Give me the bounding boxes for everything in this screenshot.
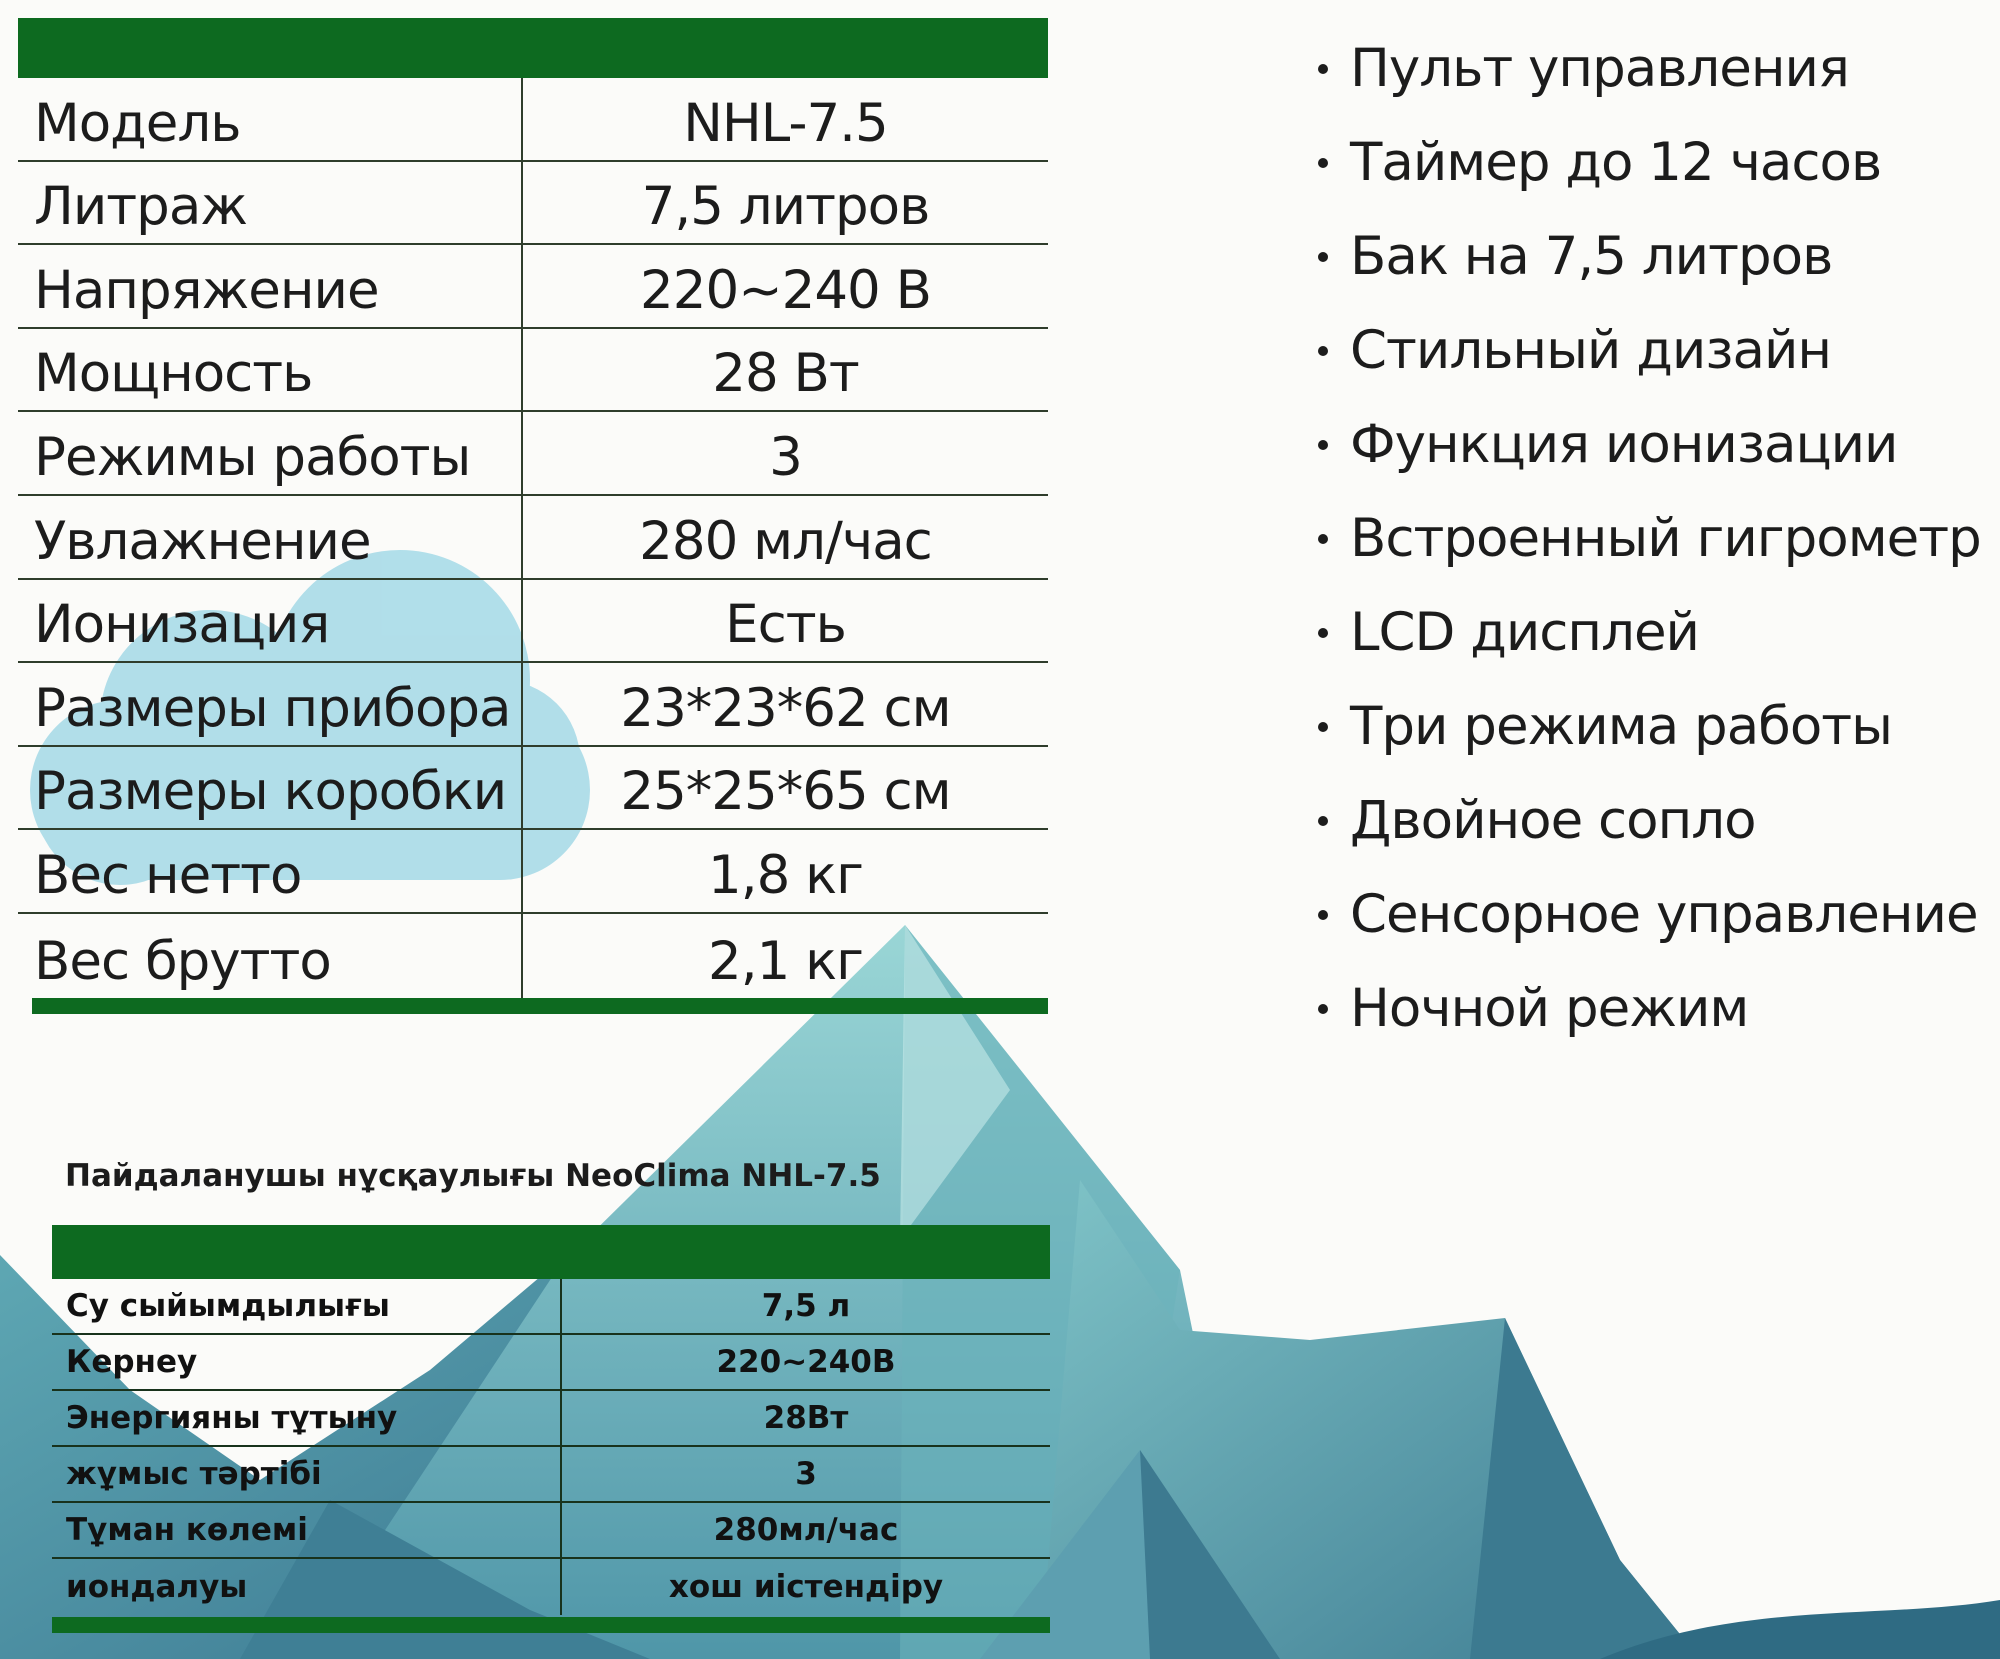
feature-text: Встроенный гигрометр [1350, 508, 1981, 569]
spec-value: 28Вт [763, 1400, 849, 1436]
table-header-bar [52, 1225, 1050, 1279]
spec-label: Режимы работы [18, 412, 523, 494]
table-row [18, 496, 1048, 580]
spec-label: Вес нетто [18, 830, 523, 912]
bullet-icon [1318, 252, 1328, 262]
table-footer-bar [52, 1617, 1050, 1633]
table-row [52, 1447, 1050, 1503]
spec-label: иондалуы [52, 1559, 562, 1615]
bullet-icon [1318, 64, 1328, 74]
spec-value: 220~240В [716, 1344, 896, 1380]
spec-label: Ионизация [18, 580, 523, 662]
spec-label: Литраж [18, 162, 523, 244]
table-body [52, 1279, 1050, 1615]
table-row [18, 329, 1048, 413]
table-row [52, 1279, 1050, 1335]
spec-value: NHL-7.5 [683, 92, 888, 154]
bullet-icon [1318, 1004, 1328, 1014]
list-item [1318, 116, 1981, 210]
spec-label: Увлажнение [18, 496, 523, 578]
spec-label: Тұман көлемі [52, 1503, 562, 1557]
spec-label: Размеры прибора [18, 663, 523, 745]
spec-table-kz [52, 1225, 1050, 1633]
spec-value: Есть [725, 594, 846, 656]
feature-text: Бак на 7,5 литров [1350, 226, 1833, 287]
list-item [1318, 680, 1981, 774]
spec-label: Су сыйымдылығы [52, 1279, 562, 1333]
bullet-icon [1318, 346, 1328, 356]
spec-value: 220~240 В [640, 259, 931, 321]
list-item [1318, 22, 1981, 116]
list-item [1318, 398, 1981, 492]
spec-label: Напряжение [18, 245, 523, 327]
list-item [1318, 962, 1981, 1056]
spec-value: 25*25*65 см [620, 761, 951, 823]
feature-text: Таймер до 12 часов [1350, 132, 1882, 193]
table-body [18, 78, 1048, 998]
table-row [18, 245, 1048, 329]
table-row [18, 830, 1048, 914]
table-row [18, 162, 1048, 246]
table-row [52, 1335, 1050, 1391]
bullet-icon [1318, 628, 1328, 638]
spec-value: 28 Вт [712, 343, 859, 405]
bullet-icon [1318, 910, 1328, 920]
spec-table-ru [18, 18, 1048, 1014]
list-item [1318, 868, 1981, 962]
table-row [18, 412, 1048, 496]
spec-value: 280мл/час [713, 1512, 899, 1548]
spec-value: 2,1 кг [708, 930, 863, 992]
feature-text: Функция ионизации [1350, 414, 1898, 475]
bullet-icon [1318, 440, 1328, 450]
spec-label: Вес брутто [18, 914, 523, 998]
feature-list [1318, 22, 1981, 1056]
spec-label: Размеры коробки [18, 747, 523, 829]
bullet-icon [1318, 534, 1328, 544]
spec-label: Мощность [18, 329, 523, 411]
bullet-icon [1318, 158, 1328, 168]
spec-value: 280 мл/час [639, 510, 932, 572]
spec-label: Энергияны тұтыну [52, 1391, 562, 1445]
spec-value: 7,5 л [761, 1288, 851, 1324]
feature-text: Ночной режим [1350, 978, 1749, 1039]
spec-label: Модель [18, 78, 523, 160]
spec-value: 3 [769, 426, 802, 488]
spec-label: жұмыс тәртібі [52, 1447, 562, 1501]
table-row [18, 78, 1048, 162]
table-row [18, 747, 1048, 831]
table-row [18, 580, 1048, 664]
table-row [52, 1391, 1050, 1447]
list-item [1318, 210, 1981, 304]
feature-text: Три режима работы [1350, 696, 1893, 757]
feature-text: Пульт управления [1350, 38, 1849, 99]
table-footer-bar [32, 998, 1048, 1014]
feature-text: Стильный дизайн [1350, 320, 1832, 381]
kz-section-title: Пайдаланушы нұсқаулығы NeoClima NHL-7.5 [65, 1158, 881, 1194]
table-header-bar [18, 18, 1048, 78]
feature-text: Сенсорное управление [1350, 884, 1978, 945]
table-row [52, 1503, 1050, 1559]
bullet-icon [1318, 722, 1328, 732]
list-item [1318, 586, 1981, 680]
feature-text: Двойное сопло [1350, 790, 1756, 851]
list-item [1318, 774, 1981, 868]
spec-value: хош иістендіру [668, 1569, 944, 1605]
spec-value: 1,8 кг [708, 844, 863, 906]
table-row [18, 914, 1048, 998]
spec-label: Кернеу [52, 1335, 562, 1389]
feature-text: LCD дисплей [1350, 602, 1700, 663]
spec-value: 3 [795, 1456, 817, 1492]
list-item [1318, 492, 1981, 586]
spec-value: 7,5 литров [641, 176, 930, 238]
table-row [52, 1559, 1050, 1615]
list-item [1318, 304, 1981, 398]
bullet-icon [1318, 816, 1328, 826]
spec-value: 23*23*62 см [620, 677, 951, 739]
table-row [18, 663, 1048, 747]
